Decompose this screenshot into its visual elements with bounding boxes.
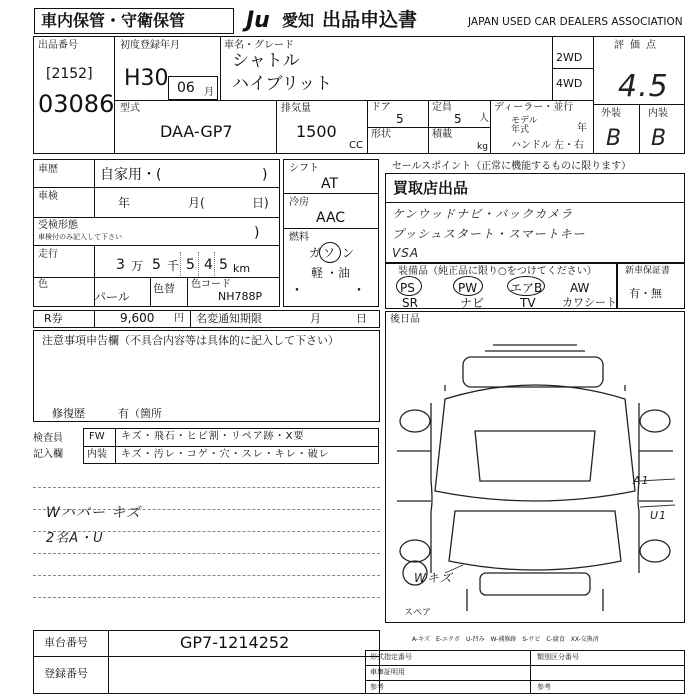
ju-logo: Ju bbox=[246, 8, 270, 33]
equip-aw: AW bbox=[570, 281, 590, 295]
color-value: パール bbox=[94, 290, 130, 304]
org-name: 愛知 bbox=[282, 11, 315, 30]
assoc-name: JAPAN USED CAR DEALERS ASSOCIATION bbox=[468, 16, 683, 28]
drive-2wd: 2WD bbox=[556, 51, 583, 64]
model-label: 型式 bbox=[120, 103, 140, 114]
reg-month: 06 bbox=[177, 80, 195, 96]
spec-block bbox=[365, 650, 685, 694]
lot-bracket: [2152] bbox=[46, 66, 93, 82]
equip-sr: SR bbox=[402, 296, 418, 310]
equip-airbag: エアB bbox=[510, 281, 543, 295]
top-block bbox=[33, 36, 685, 154]
model-value: DAA-GP7 bbox=[160, 122, 233, 141]
car-label: 車名・グレード bbox=[224, 40, 294, 51]
grade-label: 評価点 bbox=[614, 40, 662, 51]
equip-airbag-circle bbox=[507, 276, 545, 296]
displacement: 1500 bbox=[296, 122, 337, 141]
int-grade: B bbox=[651, 126, 668, 151]
handwritten-note-2: 2名A・U bbox=[46, 531, 104, 546]
door-count: 5 bbox=[396, 112, 404, 126]
chassis-number: GP7-1214252 bbox=[180, 633, 290, 652]
lot-number: 03086 bbox=[38, 90, 115, 118]
storage-label: 車内保管・守衛保管 bbox=[41, 11, 186, 30]
car-name: シャトル bbox=[232, 51, 300, 71]
cooler-value: AAC bbox=[316, 210, 346, 226]
shop-label: 買取店出品 bbox=[393, 179, 469, 197]
reg-era: H30 bbox=[124, 66, 169, 91]
equip-tv: TV bbox=[520, 296, 536, 310]
doc-title: 出品申込書 bbox=[322, 9, 418, 31]
spare-label: スペア bbox=[404, 608, 432, 618]
color-code: NH788P bbox=[218, 290, 263, 303]
car-grade: ハイブリット bbox=[232, 74, 333, 94]
equip-pw-circle bbox=[453, 276, 483, 296]
equip-leather: カワシート bbox=[562, 296, 617, 309]
equip-pw: PW bbox=[458, 281, 478, 295]
recycle-value: 9,600 bbox=[120, 311, 155, 325]
handwritten-note-1: Wハバー キズ bbox=[46, 505, 142, 521]
grade-score: 4.5 bbox=[618, 69, 669, 104]
mileage-10k: 3 bbox=[116, 257, 125, 273]
selling-line-1: ケンウッドナビ・バックカメラ bbox=[392, 207, 574, 221]
shift-value: AT bbox=[321, 176, 339, 192]
capacity: 5 bbox=[454, 112, 462, 126]
fuel-selected: ソ bbox=[323, 246, 336, 260]
equip-ps-circle bbox=[396, 276, 422, 296]
new-reg-value: 有・無 bbox=[629, 287, 662, 300]
history-value: 自家用・( bbox=[100, 167, 162, 183]
selling-line-3: VSA bbox=[392, 246, 420, 260]
lot-label: 出品番号 bbox=[38, 40, 78, 51]
legend: A-キズ E-エクボ U-凹み W-補修跡 S-サビ C-腐食 XX-交換済 bbox=[412, 636, 599, 643]
equip-navi: ナビ bbox=[460, 296, 485, 310]
drive-4wd: 4WD bbox=[556, 77, 583, 90]
reg-label: 初度登録年月 bbox=[120, 40, 180, 51]
equip-ps: PS bbox=[400, 281, 415, 295]
ext-grade: B bbox=[606, 126, 623, 151]
fuel-circle bbox=[319, 242, 341, 263]
handwritten-note-3: Wキズ bbox=[414, 571, 453, 585]
selling-line-2: プッシュスタート・スマートキー bbox=[392, 227, 586, 241]
